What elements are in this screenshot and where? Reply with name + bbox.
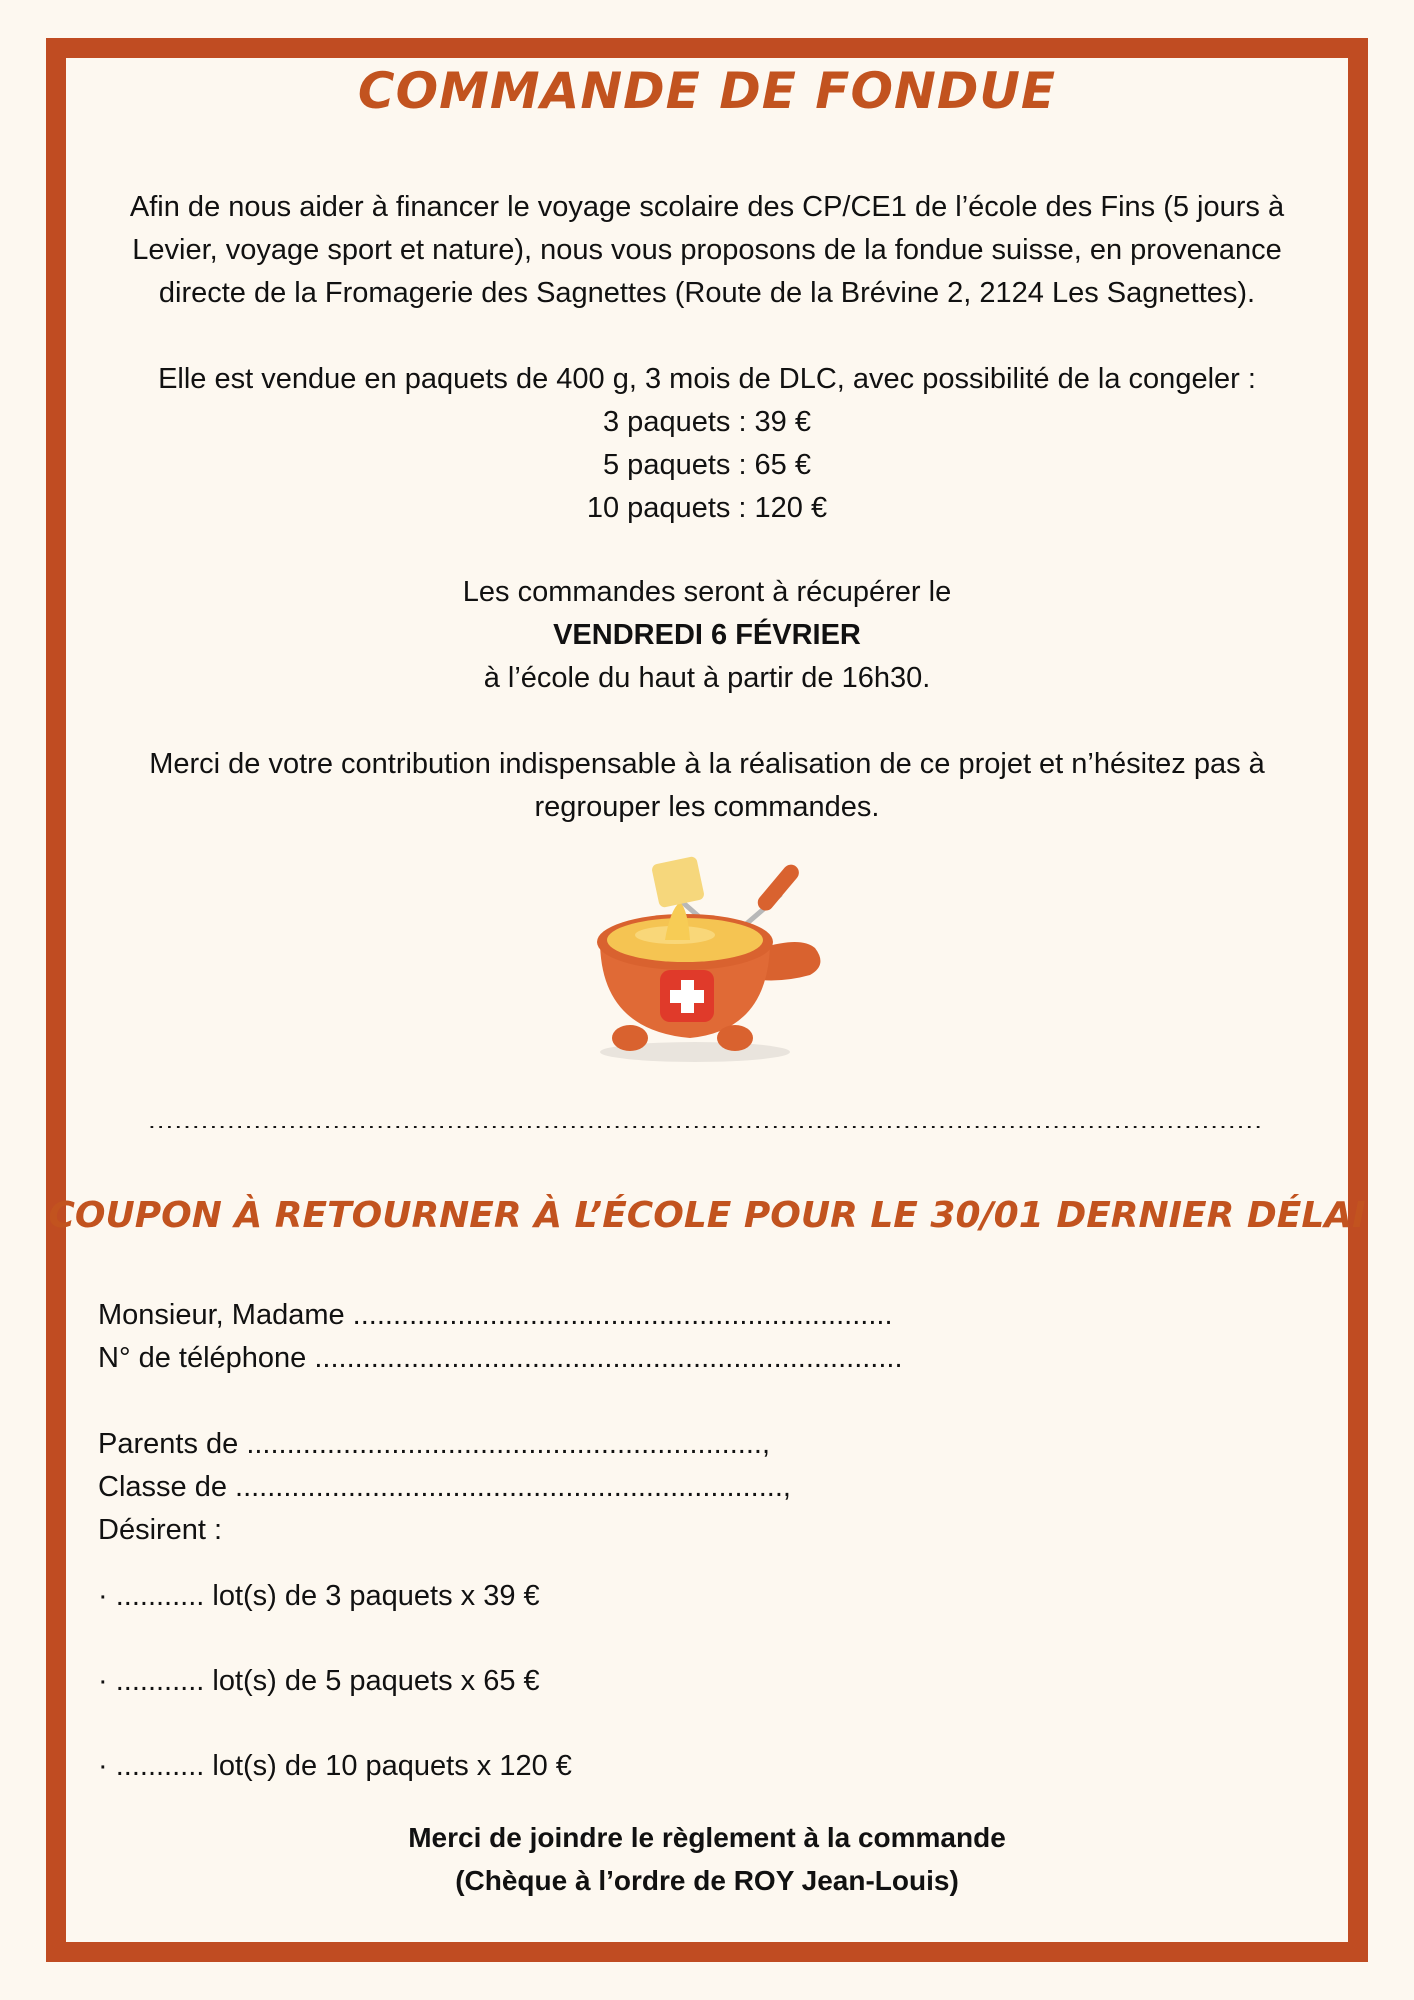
name-field: Monsieur, Madame ................................................................... bbox=[98, 1299, 893, 1331]
contact-fields bbox=[98, 1294, 903, 1380]
coupon-title: COUPON À RETOURNER À L’ÉCOLE POUR LE 30/01 DERNIER DÉLAI bbox=[48, 1195, 1366, 1236]
pickup-date: VENDREDI 6 FÉVRIER bbox=[553, 619, 861, 651]
intro-line: Afin de nous aider à financer le voyage scolaire des CP/CE1 de l’école des Fins (5 jours à bbox=[129, 191, 1285, 223]
parents-field: Parents de ................................................................, bbox=[98, 1428, 771, 1460]
child-fields bbox=[98, 1423, 791, 1552]
intro-line: directe de la Fromagerie des Sagnettes (Route de la Brévine 2, 2124 Les Sagnettes). bbox=[158, 277, 1256, 309]
page-title: COMMANDE DE FONDUE bbox=[357, 62, 1057, 120]
thanks-paragraph bbox=[100, 743, 1314, 829]
order-option: · ........... lot(s) de 3 paquets x 39 € bbox=[98, 1580, 540, 1612]
pickup-paragraph bbox=[100, 571, 1314, 700]
order-option: · ........... lot(s) de 5 paquets x 65 € bbox=[98, 1665, 540, 1697]
intro-paragraph bbox=[100, 186, 1314, 315]
price-item: 5 paquets : 65 € bbox=[603, 449, 811, 481]
cut-separator: ............................................................................................................................... bbox=[148, 1112, 1263, 1128]
price-item: 3 paquets : 39 € bbox=[603, 406, 811, 438]
desire-label: Désirent : bbox=[98, 1514, 223, 1546]
pickup-line: à l’école du haut à partir de 16h30. bbox=[483, 662, 931, 694]
pickup-line: Les commandes seront à récupérer le bbox=[462, 576, 952, 608]
phone-field: N° de téléphone ......................................................................... bbox=[98, 1342, 903, 1374]
price-item: 10 paquets : 120 € bbox=[586, 492, 828, 524]
pricing-intro: Elle est vendue en paquets de 400 g, 3 mois de DLC, avec possibilité de la congeler : bbox=[158, 363, 1256, 395]
thanks-line: regrouper les commandes. bbox=[534, 791, 880, 823]
order-option: · ........... lot(s) de 10 paquets x 120 € bbox=[98, 1750, 572, 1782]
fondue-pot-icon bbox=[570, 840, 850, 1070]
payment-line: Merci de joindre le règlement à la commande bbox=[408, 1822, 1006, 1853]
class-field: Classe de ...................................................................., bbox=[98, 1471, 791, 1503]
thanks-line: Merci de votre contribution indispensable à la réalisation de ce projet et n’hésitez pas à bbox=[149, 748, 1265, 780]
payment-line: (Chèque à l’ordre de ROY Jean-Louis) bbox=[455, 1865, 959, 1896]
pricing-paragraph bbox=[100, 358, 1314, 530]
intro-line: Levier, voyage sport et nature), nous vous proposons de la fondue suisse, en provenance bbox=[132, 234, 1282, 266]
payment-note bbox=[0, 1816, 1414, 1902]
